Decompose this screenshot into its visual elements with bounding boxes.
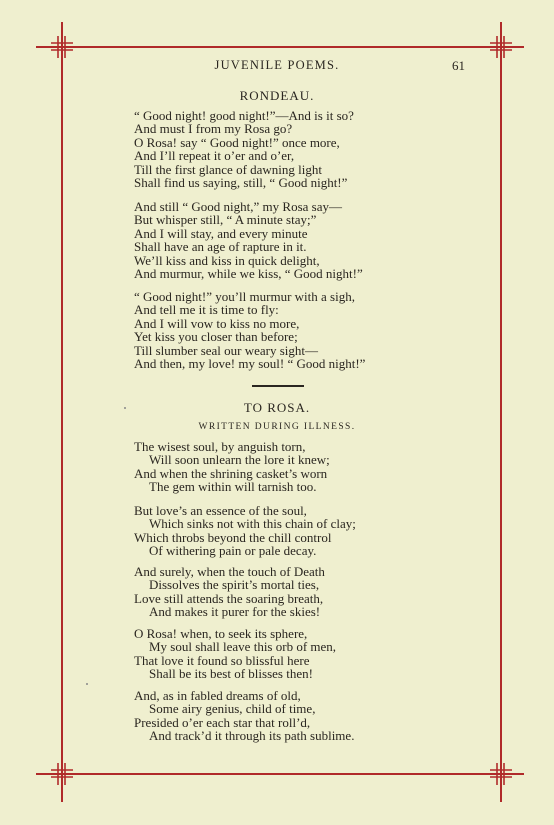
poem-line: O Rosa! when, to seek its sphere,: [134, 626, 308, 641]
poem-line: O Rosa! say “ Good night!” once more,: [134, 134, 340, 150]
poem-line: And I’ll repeat it o’er and o’er,: [134, 148, 295, 164]
poem-line: And murmur, while we kiss, “ Good night!”: [134, 266, 363, 282]
paper-speck: [124, 407, 126, 409]
poem-line: And still “ Good night,” my Rosa say—: [134, 199, 342, 214]
poem-line: And when the shrining casket’s worn: [134, 465, 328, 481]
poem-line: Of withering pain or pale decay.: [149, 543, 317, 559]
poem-line: And surely, when the touch of Death: [134, 564, 325, 579]
to-rosa-stanza-1: [134, 440, 330, 494]
running-header: JUVENILE POEMS.: [214, 58, 340, 72]
poem-line: “ Good night! good night!”—And is it so?: [134, 108, 354, 123]
poem-line: But love’s an essence of the soul,: [134, 503, 307, 518]
poem-line: That love it found so blissful here: [134, 652, 310, 668]
poem-line: But whisper still, “ A minute stay;”: [134, 212, 317, 228]
to-rosa-stanza-3: [134, 565, 325, 619]
corner-ornament-icon: [486, 759, 516, 789]
poem-line: The wisest soul, by anguish torn,: [134, 439, 306, 454]
corner-ornament-icon: [47, 759, 77, 789]
poem-line: And tell me it is time to fly:: [134, 302, 279, 318]
poem-line: Shall be its best of blisses then!: [149, 666, 313, 682]
poem-line: And I will vow to kiss no more,: [134, 315, 300, 331]
poem-line: And makes it purer for the skies!: [149, 604, 321, 620]
poem-line: My soul shall leave this orb of men,: [149, 639, 337, 655]
poem-line: And then, my love! my soul! “ Good night!”: [134, 356, 366, 372]
to-rosa-stanza-5: [134, 689, 354, 743]
poem-line: Will soon unlearn the lore it knew;: [149, 452, 330, 468]
poem-line: We’ll kiss and kiss in quick delight,: [134, 252, 320, 268]
poem-line: Love still attends the soaring breath,: [134, 590, 324, 606]
poem-line: Which sinks not with this chain of clay;: [149, 516, 356, 532]
poem-title-rondeau: RONDEAU.: [239, 88, 315, 103]
poem-line: And track’d it through its path sublime.: [149, 728, 355, 744]
poem-subtitle: WRITTEN DURING ILLNESS.: [198, 422, 356, 432]
page-number: 61: [452, 58, 465, 73]
poem-line: Some airy genius, child of time,: [149, 701, 316, 717]
rondeau-stanza-1: [134, 109, 354, 189]
poem-line: Shall have an age of rapture in it.: [134, 239, 307, 255]
poem-line: Presided o’er each star that roll’d,: [134, 714, 311, 730]
poem-line: Till the first glance of dawning light: [134, 161, 322, 177]
poem-line: Dissolves the spirit’s mortal ties,: [149, 577, 320, 593]
rondeau-stanza-3: [134, 290, 365, 370]
rondeau-stanza-2: [134, 200, 363, 280]
poem-line: Yet kiss you closer than before;: [134, 329, 298, 345]
to-rosa-stanza-2: [134, 504, 356, 558]
poem-line: And must I from my Rosa go?: [134, 121, 293, 137]
to-rosa-stanza-4: [134, 627, 336, 681]
poem-line: The gem within will tarnish too.: [149, 479, 317, 495]
section-divider: [252, 385, 304, 387]
paper-speck: [86, 683, 88, 685]
poem-line: Shall find us saying, still, “ Good night!”: [134, 175, 348, 191]
poem-line: Till slumber seal our weary sight—: [134, 342, 319, 358]
poem-title-to-rosa: TO ROSA.: [243, 400, 311, 415]
bottom-border-rule: [36, 773, 524, 775]
poem-line: And, as in fabled dreams of old,: [134, 688, 301, 703]
top-border-rule: [36, 46, 524, 48]
poem-line: Which throbs beyond the chill control: [134, 529, 332, 545]
poem-line: And I will stay, and every minute: [134, 225, 308, 241]
poem-line: “ Good night!” you’ll murmur with a sigh,: [134, 289, 355, 304]
